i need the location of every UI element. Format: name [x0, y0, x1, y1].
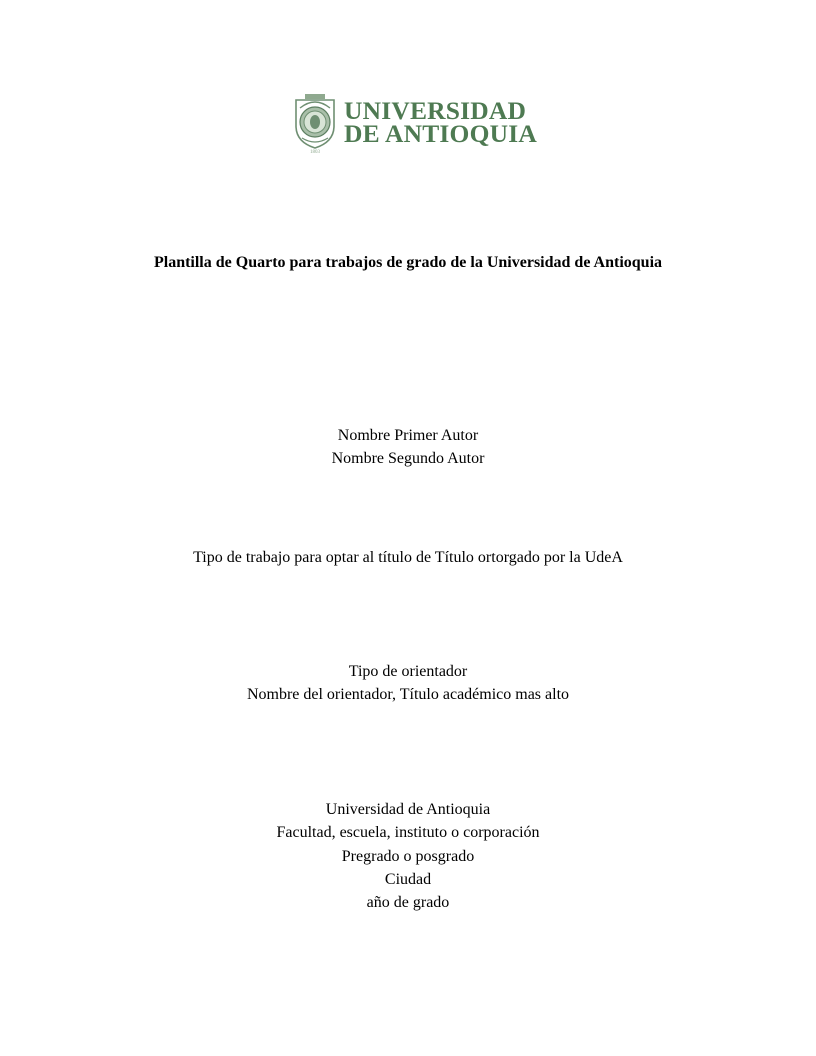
- logo-line-1: UNIVERSIDAD: [344, 96, 527, 125]
- degree-text: Tipo de trabajo para optar al título de Título ortorgado por la UdeA: [193, 549, 623, 566]
- faculty-name: Facultad, escuela, instituto o corporación: [276, 824, 540, 842]
- city: Ciudad: [384, 870, 432, 888]
- university-logo-wordmark: [344, 96, 537, 148]
- authors-block: [0, 424, 816, 471]
- document-title: [0, 251, 816, 274]
- author-2: Nombre Segundo Autor: [331, 450, 485, 468]
- university-seal-icon: [292, 92, 338, 154]
- logo-line-2: DE ANTIOQUIA: [344, 119, 537, 148]
- university-name: Universidad de Antioquia: [325, 801, 491, 818]
- svg-text:1803: 1803: [310, 150, 320, 154]
- title-text: Plantilla de Quarto para trabajos de grado de la Universidad de Antioquia: [153, 254, 663, 271]
- graduation-year: año de grado: [366, 894, 450, 912]
- degree-statement: [0, 546, 816, 569]
- author-1: Nombre Primer Autor: [337, 427, 479, 444]
- advisor-name: Nombre del orientador, Título académico mas alto: [246, 686, 570, 704]
- university-logo: [292, 92, 537, 154]
- academic-level: Pregrado o posgrado: [341, 847, 475, 865]
- institution-block: [0, 798, 816, 914]
- advisor-block: [0, 660, 816, 707]
- advisor-type: Tipo de orientador: [348, 663, 468, 680]
